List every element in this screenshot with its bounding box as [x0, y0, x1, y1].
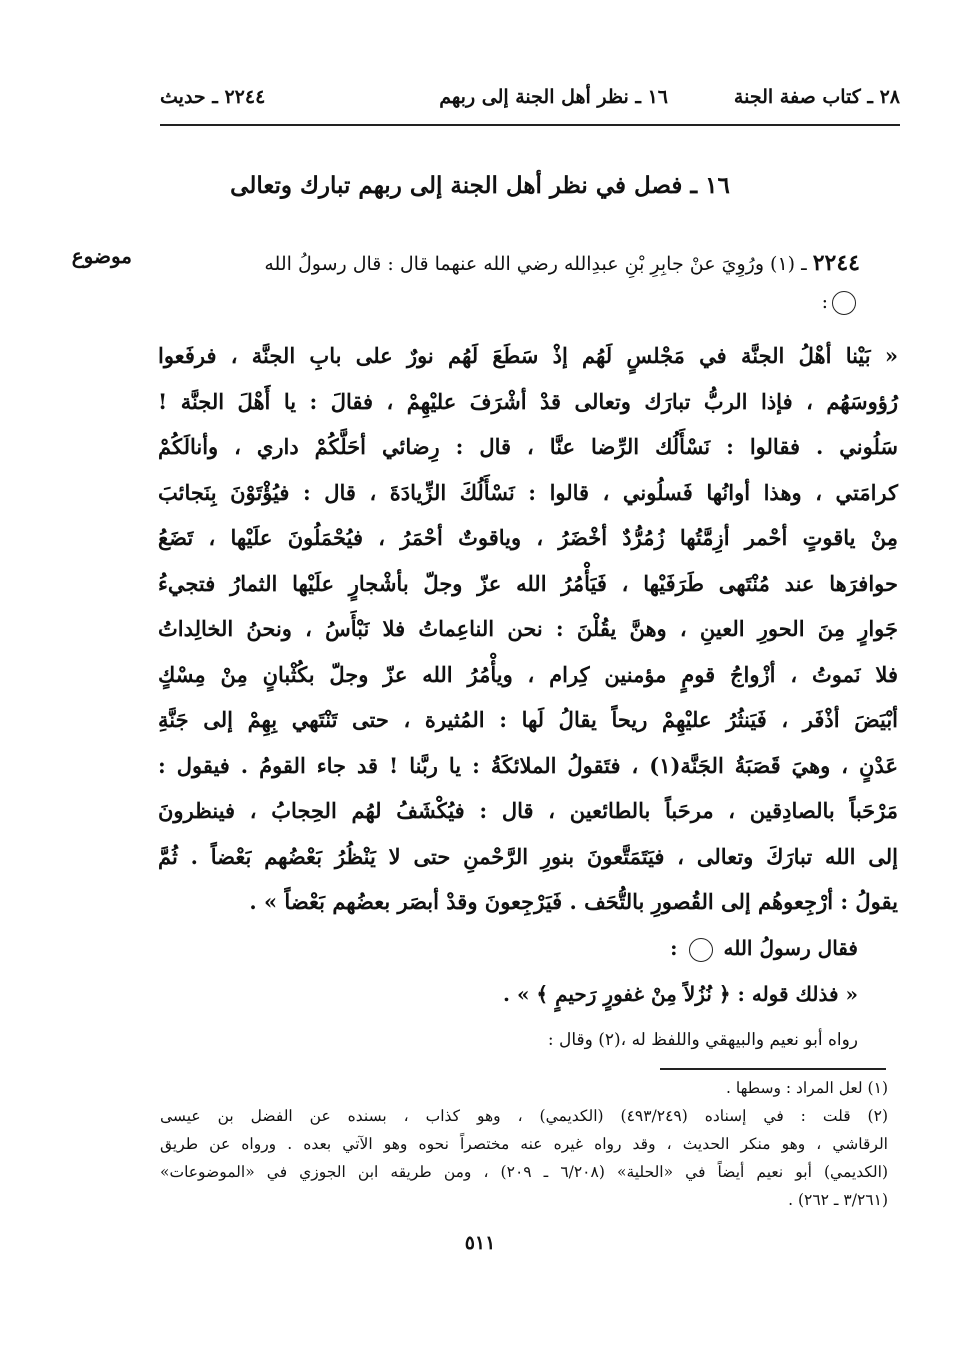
footnotes: [160, 1074, 888, 1214]
body-line: سَلُوني . فقالوا : نَسْأَلُك الرِّضا عنَّا ، قال : رِضائي أحَلَّكُمْ داري ، وأنالَكُمْ: [158, 434, 898, 459]
body-line: رُؤوسَهُم ، فإذا الربُّ تبارَك وتعالى قدْ أشْرَفَ عليْهِمْ ، فقالَ : يا أَهْلَ الجنَّة !: [158, 388, 898, 414]
salutation-seal-icon: [832, 291, 856, 315]
hadith-intro-continuation: :: [140, 283, 860, 321]
page-number: ٥١١: [464, 1232, 496, 1254]
salutation-seal-icon: [689, 938, 713, 962]
header-chapter-title: ١٦ ـ نظر أهل الجنة إلى ربهم: [439, 86, 668, 108]
header-hadith-number: ٢٢٤٤ ـ حديث: [160, 86, 266, 108]
body-line: مَرْحَباً بالصادِقين ، مرحَباً بالطائعين ، قال : فيُكْشَفُ لهُم الحِجابُ ، فينظرونَ: [158, 798, 898, 823]
hadith-number: ٢٢٤٤: [812, 250, 860, 276]
body-line: مِنْ ياقوتٍ أحْمر أزِمَّتُها زُمُرُّدٌ أخْضَرُ ، وياقوتٌ أحْمَرُ ، فيُحْمَلُونَ علَيْها ، تَضَعُ: [158, 525, 898, 550]
speech-line-1: فقال رسولُ الله :: [670, 936, 858, 960]
footnote-divider: [660, 1068, 886, 1070]
body-line: فلا نَموتُ ، أزْواجُ قومٍ مؤمنين كِرام ، ويأْمُرُ الله عزّ وجلّ بكُثْبانٍ مِنْ مِسْكٍ: [158, 661, 898, 687]
footnote-line: الرقاشي ، وهو منكر الحديث ، وقد رواه غيره عنه مختصراً نحوه وهو الآتي بعده . ورواه عن طريق: [160, 1135, 888, 1153]
body-line: جَوارٍ مِنَ الحورِ العينِ ، وهنَّ يقُلْنَ : نحن الناعِماتُ فلا نَبْأَسُ ، ونحنُ الخالِداتُ: [158, 616, 898, 641]
speech-line-2: « فذلك قوله : ﴿ نُزُلاً مِنْ غفورٍ رَحيمٍ ﴾ » .: [503, 982, 858, 1006]
body-line: أبْيَضَ أذْفَر ، فَيَنثُرُ عليْهِمْ ريحاً يقالُ لَها : المُثيرة ، حتى تَنْتَهي بِهِمْ إلى جَنَّةِ: [158, 707, 898, 732]
body-line: يقولُ : أرْجِعوهُم إلى القُصورِ بالتُّحَف . فَيَرْجِعونَ وقدْ أبصَر بعضُهم بَعْضاً » .: [249, 889, 898, 914]
body-line: إلى الله تبارَكَ وتعالى ، فيَتَمَتَّعونَ بنورِ الرَّحْمنِ حتى لا يَنْظُرُ بَعْضُهم بَعْضاً . ثُمَّ: [158, 843, 898, 869]
body-line: كرامَتي ، وهذا أوانُها فَسلُوني ، قالوا : نَسْأَلُكَ الزِّيادَةَ ، قال : فيُؤْتَوْنَ بِنَجائبَ: [158, 479, 898, 505]
hadith-intro: [140, 244, 860, 321]
running-header: [160, 86, 900, 120]
section-title: ١٦ ـ فصل في نظر أهل الجنة إلى ربهم تبارك وتعالى: [230, 172, 730, 199]
hadith-grade-label: موضوع: [71, 244, 132, 268]
hadith-intro-text: ـ (١) ورُوِيَ عنْ جابِرِ بْنِ عبدِالله رضي الله عنهما قال : قال رسولُ الله: [264, 253, 813, 275]
body-line: « بَيْنا أهْلُ الجنَّة في مَجْلسٍ لَهُم إذْ سَطَعَ لَهُم نورٌ على بابِ الجنَّة ، فرفَعوا: [158, 343, 898, 368]
header-book-title: ٢٨ ـ كتاب صفة الجنة: [733, 86, 900, 108]
header-divider: [160, 124, 900, 126]
narration-note: رواه أبو نعيم والبيهقي واللفظ له ،(٢) وقال :: [547, 1030, 858, 1050]
prophet-speech: [158, 925, 858, 1063]
footnote-line: (٣/٢٦١ ـ ٢٦٢) .: [788, 1191, 888, 1209]
body-line: عَدْنٍ ، وهيَ قَصَبَةُ الجَنَّة(١) ، فتَقولُ الملائكَةُ : يا ربَّنا ! قد جاء القومُ . فيقول :: [158, 752, 898, 778]
hadith-body: [158, 333, 898, 925]
footnote-line: (الكديمي) أبو نعيم أيضاً في «الحلية» (٦/٢٠٨ ـ ٢٠٩) ، ومن طريقه ابن الجوزي في «الموضوعات»: [160, 1163, 888, 1181]
body-line: حوافرَها عند مُنْتَهى طَرَفَيْها ، فَيَأْمُرُ الله عزّ وجلّ بأشْجارٍ علَيْها الثمارُ فتجيءُ: [158, 570, 898, 596]
footnote-line: (١) لعل المراد : وسطها .: [726, 1079, 888, 1097]
footnote-line: (٢) قلت : في إسناده (٤٩٣/٢٤٩) (الكديمي) ، وهو كذاب ، بسنده عن الفضل بن عيسى: [160, 1107, 888, 1125]
